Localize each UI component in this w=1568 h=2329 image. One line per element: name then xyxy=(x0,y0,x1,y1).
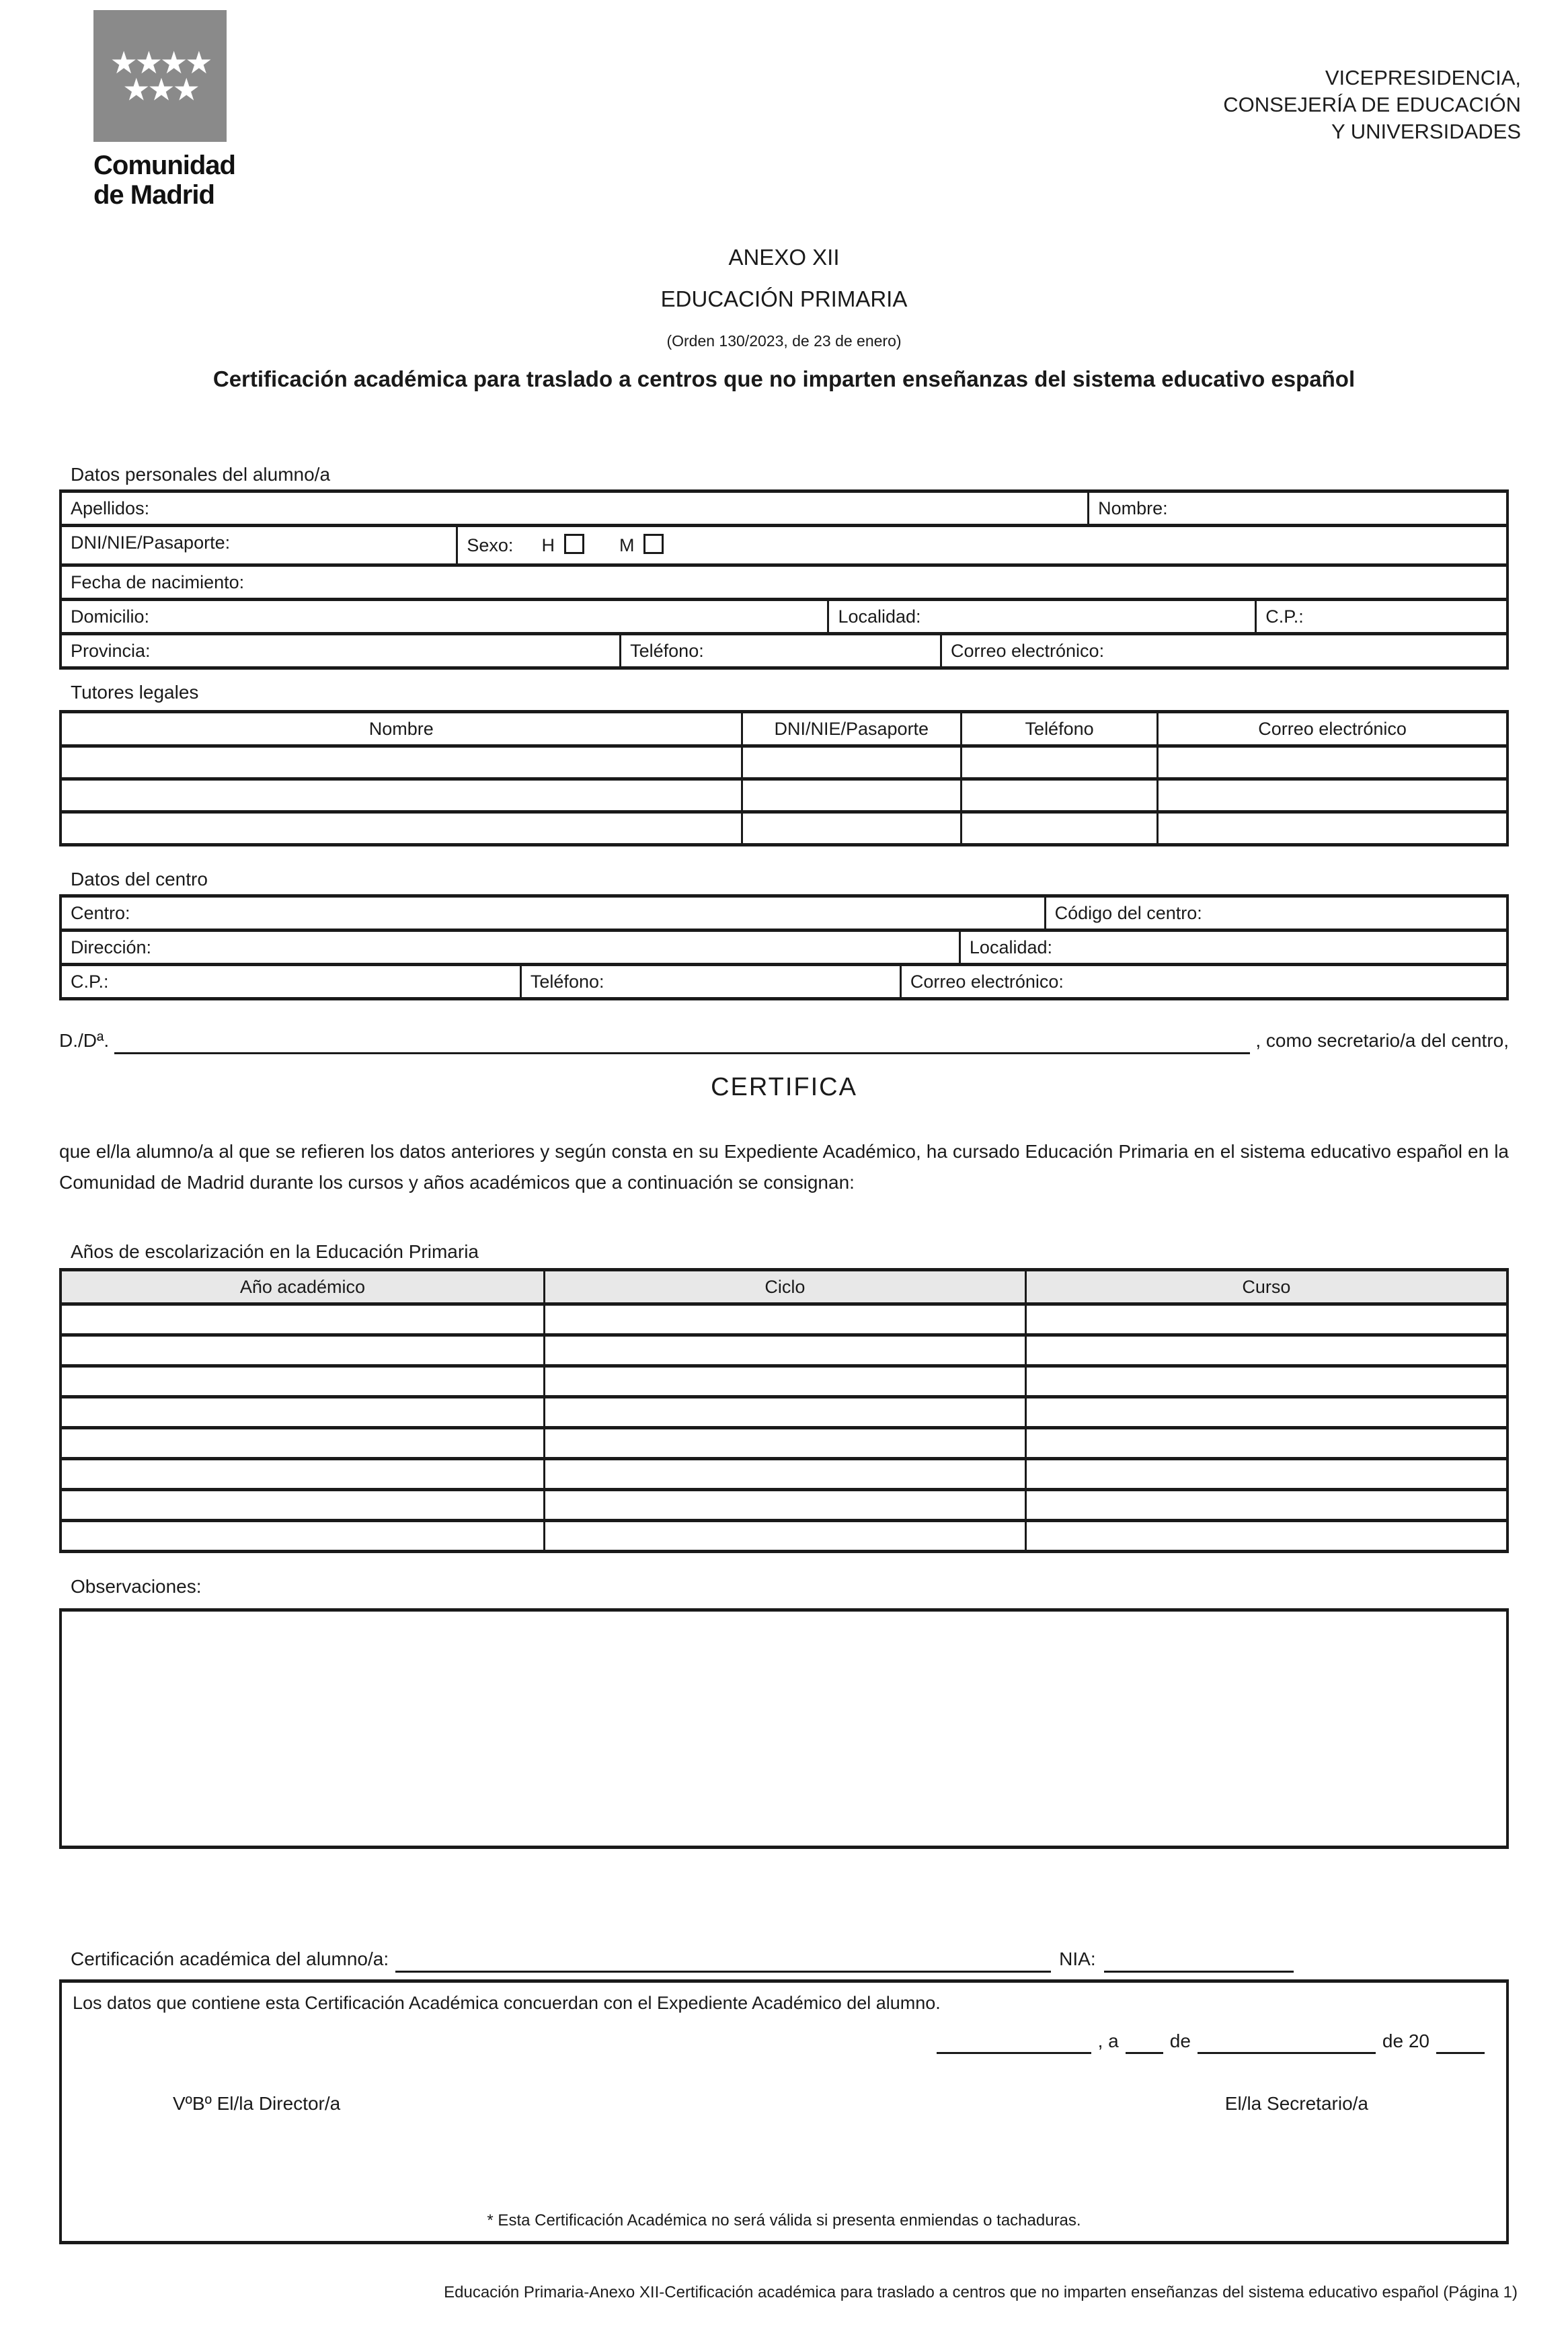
certification-number-line xyxy=(71,1946,1516,1973)
stage-title: EDUCACIÓN PRIMARIA xyxy=(660,286,908,311)
schooling-row xyxy=(62,1302,1506,1333)
table-row xyxy=(62,963,1506,997)
star-icon: ★ xyxy=(160,44,186,81)
sexo-m-checkbox[interactable] xyxy=(643,534,664,554)
schooling-row xyxy=(62,1457,1506,1488)
certification-paragraph: que el/la alumno/a al que se refieren los datos anteriores y según consta en su Expediente Académico, ha cursado Educación Primaria en el sistema educativo español en la Comunidad de Madrid durante los cursos y años académicos que a continuación se consignan: xyxy=(59,1141,1509,1193)
issuing-office-block xyxy=(1223,65,1521,145)
tutor-nombre-cell[interactable] xyxy=(62,748,741,777)
year-cell[interactable] xyxy=(62,1306,543,1333)
sexo-h-label: H xyxy=(541,535,555,555)
dni-label: DNI/NIE/Pasaporte: xyxy=(71,532,231,553)
signature-statement: Los datos que contiene esta Certificación Académica concuerdan con el Expediente Académico del alumno. xyxy=(73,1993,941,2013)
course-cell[interactable] xyxy=(1025,1306,1506,1333)
tutor-row xyxy=(62,777,1506,810)
nia-label: NIA: xyxy=(1059,1948,1096,1969)
logo-line-2: de Madrid xyxy=(93,180,214,210)
cp-field[interactable] xyxy=(1255,601,1506,632)
sexo-label: Sexo: xyxy=(467,535,514,555)
section-heading-tutores: Tutores legales xyxy=(71,682,199,703)
fecha-nacimiento-field[interactable] xyxy=(62,567,1506,598)
localidad-label: Localidad: xyxy=(838,606,921,627)
provincia-field[interactable] xyxy=(62,635,619,666)
observations-box[interactable] xyxy=(59,1608,1509,1849)
direccion-field[interactable] xyxy=(62,932,959,963)
certifica-heading: CERTIFICA xyxy=(711,1073,857,1101)
sexo-option-m xyxy=(619,534,664,557)
form-main-title: Certificación académica para traslado a centros que no imparten enseñanzas del sistema educativo español xyxy=(212,366,1356,391)
signature-box xyxy=(59,1979,1509,2244)
year-cell[interactable] xyxy=(62,1337,543,1364)
col-header-year: Año académico xyxy=(62,1271,543,1302)
year-blank[interactable] xyxy=(1436,2030,1485,2054)
schooling-row xyxy=(62,1395,1506,1426)
sexo-field xyxy=(456,527,1506,563)
date-a-label: , a xyxy=(1097,2030,1119,2051)
star-icon: ★ xyxy=(110,44,135,81)
place-blank[interactable] xyxy=(937,2030,1091,2054)
course-cell[interactable] xyxy=(1025,1398,1506,1426)
nia-blank[interactable] xyxy=(1104,1947,1294,1973)
correo-field[interactable] xyxy=(940,635,1506,666)
cycle-cell[interactable] xyxy=(543,1460,1025,1488)
sexo-m-label: M xyxy=(619,535,635,555)
dd-label: D./Dª. xyxy=(59,1030,110,1051)
centro-localidad-field[interactable] xyxy=(959,932,1506,963)
centro-telefono-field[interactable] xyxy=(520,966,900,997)
comunidad-madrid-flag-icon xyxy=(93,10,227,142)
year-cell[interactable] xyxy=(62,1429,543,1457)
year-cell[interactable] xyxy=(62,1522,543,1550)
tutor-correo-cell[interactable] xyxy=(1157,814,1506,843)
tutor-row xyxy=(62,744,1506,777)
schooling-row xyxy=(62,1364,1506,1395)
table-row xyxy=(62,898,1506,929)
cycle-cell[interactable] xyxy=(543,1398,1025,1426)
tutor-dni-cell[interactable] xyxy=(741,748,960,777)
centro-cp-field[interactable] xyxy=(62,966,520,997)
section-heading-schooling: Años de escolarización en la Educación Primaria xyxy=(71,1241,479,1262)
secretary-signature-label: El/la Secretario/a xyxy=(1224,2093,1368,2114)
course-cell[interactable] xyxy=(1025,1460,1506,1488)
secretary-name-blank[interactable] xyxy=(114,1029,1250,1054)
annex-title: ANEXO XII xyxy=(728,245,840,270)
schooling-row xyxy=(62,1333,1506,1364)
direccion-label: Dirección: xyxy=(71,937,152,957)
date-de20-label: de 20 xyxy=(1382,2030,1429,2051)
logo-line-1: Comunidad xyxy=(93,151,235,180)
star-icon: ★ xyxy=(185,44,210,81)
date-de-label: de xyxy=(1169,2030,1191,2051)
director-signature-label: VºBº El/la Director/a xyxy=(173,2093,341,2114)
col-header-correo: Correo electrónico xyxy=(1157,713,1506,744)
table-row xyxy=(62,632,1506,666)
table-row xyxy=(62,493,1506,524)
col-header-telefono: Teléfono xyxy=(960,713,1157,744)
table-row xyxy=(62,524,1506,563)
year-cell[interactable] xyxy=(62,1368,543,1395)
course-cell[interactable] xyxy=(1025,1491,1506,1519)
cycle-cell[interactable] xyxy=(543,1368,1025,1395)
telefono-label: Teléfono: xyxy=(630,641,704,661)
section-heading-centro: Datos del centro xyxy=(71,869,208,890)
tutor-nombre-cell[interactable] xyxy=(62,781,741,810)
centro-telefono-label: Teléfono: xyxy=(530,972,604,992)
tutor-correo-cell[interactable] xyxy=(1157,748,1506,777)
domicilio-field[interactable] xyxy=(62,601,827,632)
tutor-correo-cell[interactable] xyxy=(1157,781,1506,810)
tutor-telefono-cell[interactable] xyxy=(960,748,1157,777)
schooling-table xyxy=(59,1268,1509,1553)
cycle-cell[interactable] xyxy=(543,1429,1025,1457)
star-icon: ★ xyxy=(147,71,173,108)
col-header-course: Curso xyxy=(1025,1271,1506,1302)
schooling-row xyxy=(62,1426,1506,1457)
tutor-telefono-cell[interactable] xyxy=(960,814,1157,843)
year-cell[interactable] xyxy=(62,1398,543,1426)
cycle-cell[interactable] xyxy=(543,1337,1025,1364)
centro-field[interactable] xyxy=(62,898,1044,929)
year-cell[interactable] xyxy=(62,1460,543,1488)
office-line-2: CONSEJERÍA DE EDUCACIÓN xyxy=(1223,93,1521,116)
centro-table xyxy=(59,894,1509,1000)
tutor-dni-cell[interactable] xyxy=(741,814,960,843)
centro-correo-label: Correo electrónico: xyxy=(910,972,1064,992)
certification-number-label: Certificación académica del alumno/a: xyxy=(71,1948,389,1969)
day-blank[interactable] xyxy=(1126,2030,1163,2054)
col-header-cycle: Ciclo xyxy=(543,1271,1025,1302)
month-blank[interactable] xyxy=(1198,2030,1376,2054)
star-icon: ★ xyxy=(172,71,198,108)
year-cell[interactable] xyxy=(62,1491,543,1519)
nombre-label: Nombre: xyxy=(1098,498,1168,518)
certification-number-blank[interactable] xyxy=(395,1947,1051,1973)
tutores-table xyxy=(59,710,1509,846)
course-cell[interactable] xyxy=(1025,1337,1506,1364)
tutor-telefono-cell[interactable] xyxy=(960,781,1157,810)
codigo-centro-field[interactable] xyxy=(1044,898,1506,929)
star-icon: ★ xyxy=(134,44,160,81)
cp-label: C.P.: xyxy=(1265,606,1304,627)
centro-cp-label: C.P.: xyxy=(71,972,109,992)
col-header-dni: DNI/NIE/Pasaporte xyxy=(741,713,960,744)
signature-roles xyxy=(62,2093,1506,2115)
correo-label: Correo electrónico: xyxy=(950,641,1105,661)
sexo-h-checkbox[interactable] xyxy=(564,534,584,554)
dd-suffix: , como secretario/a del centro, xyxy=(1255,1030,1509,1051)
domicilio-label: Domicilio: xyxy=(71,606,150,627)
apellidos-label: Apellidos: xyxy=(71,498,150,518)
schooling-header-row xyxy=(62,1271,1506,1302)
table-row xyxy=(62,563,1506,598)
telefono-field[interactable] xyxy=(619,635,940,666)
course-cell[interactable] xyxy=(1025,1429,1506,1457)
validity-footnote: * Esta Certificación Académica no será válida si presenta enmiendas o tachaduras. xyxy=(487,2211,1081,2229)
office-line-3: Y UNIVERSIDADES xyxy=(1331,120,1521,143)
secretary-name-line xyxy=(59,1027,1509,1054)
flag-star-row-bottom xyxy=(122,71,198,108)
col-header-nombre: Nombre xyxy=(368,719,434,739)
personal-data-table xyxy=(59,489,1509,670)
schooling-row xyxy=(62,1488,1506,1519)
table-row xyxy=(62,929,1506,963)
centro-label: Centro: xyxy=(71,903,130,923)
tutor-row xyxy=(62,810,1506,843)
schooling-row xyxy=(62,1519,1506,1550)
page-footer: Educación Primaria-Anexo XII-Certificación académica para traslado a centros que no imparten enseñanzas del sistema educativo español (Página 1) xyxy=(444,2283,1518,2301)
apellidos-field[interactable] xyxy=(62,493,1087,524)
centro-localidad-label: Localidad: xyxy=(969,937,1053,957)
logo-wordmark xyxy=(93,151,235,210)
section-heading-observations: Observaciones: xyxy=(71,1576,202,1597)
course-cell[interactable] xyxy=(1025,1522,1506,1550)
cycle-cell[interactable] xyxy=(543,1491,1025,1519)
cycle-cell[interactable] xyxy=(543,1522,1025,1550)
order-reference: (Orden 130/2023, de 23 de enero) xyxy=(666,332,902,350)
tutor-nombre-cell[interactable] xyxy=(62,814,741,843)
course-cell[interactable] xyxy=(1025,1368,1506,1395)
tutores-header-row xyxy=(62,713,1506,744)
sexo-option-h xyxy=(541,534,584,557)
localidad-field[interactable] xyxy=(827,601,1255,632)
cycle-cell[interactable] xyxy=(543,1306,1025,1333)
provincia-label: Provincia: xyxy=(71,641,151,661)
tutor-dni-cell[interactable] xyxy=(741,781,960,810)
office-line-1: VICEPRESIDENCIA, xyxy=(1325,66,1521,89)
centro-correo-field[interactable] xyxy=(900,966,1506,997)
date-line xyxy=(62,2028,1485,2054)
dni-field[interactable] xyxy=(62,527,456,563)
table-row xyxy=(62,598,1506,632)
fecha-nacimiento-label: Fecha de nacimiento: xyxy=(71,572,245,592)
section-heading-personal-data: Datos personales del alumno/a xyxy=(71,464,331,485)
codigo-centro-label: Código del centro: xyxy=(1054,903,1202,923)
star-icon: ★ xyxy=(122,71,148,108)
nombre-field[interactable] xyxy=(1087,493,1506,524)
